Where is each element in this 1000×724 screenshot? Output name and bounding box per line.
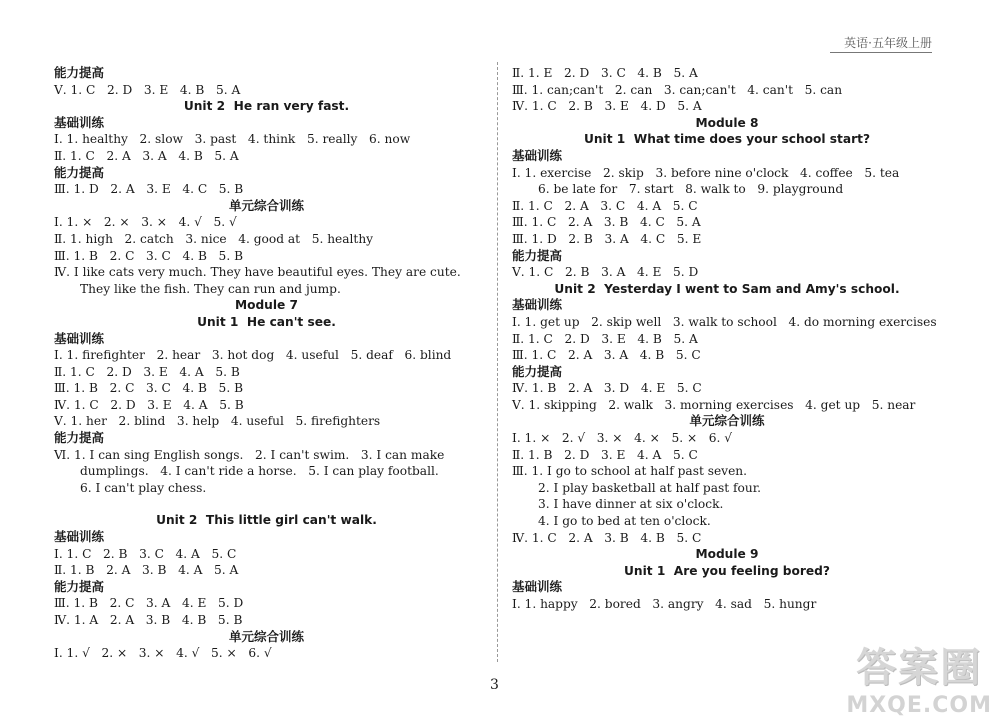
answer-line: Ⅵ. 1. I can sing English songs. 2. I can't swim. 3. I can make [54,447,445,462]
answer-line: Ⅴ. 1. C 2. B 3. A 4. E 5. D [512,265,699,280]
header-title: 英语·五年级上册 [844,36,932,50]
answer-line: Ⅱ. 1. C 2. A 3. C 4. A 5. C [512,198,698,213]
right-column [512,65,942,613]
section-heading: 基础训练 [512,297,563,313]
answer-line: 6. be late for 7. start 8. walk to 9. playground [538,182,844,197]
answer-line: Ⅲ. 1. can;can't 2. can 3. can;can't 4. can't 5. can [512,82,843,97]
section-heading: 基础训练 [54,529,105,545]
answer-line: Ⅰ. 1. happy 2. bored 3. angry 4. sad 5. hungr [512,597,817,611]
answer-line: They like the fish. They can run and jump. [80,281,341,296]
left-column [54,65,479,662]
spacer [54,496,479,512]
unit-heading: Module 7 [234,298,299,313]
answer-line: Ⅱ. 1. C 2. D 3. E 4. A 5. B [54,364,240,379]
unit-heading: Unit 1 What time does your school start? [583,132,871,147]
answer-line: Ⅲ. 1. D 2. B 3. A 4. C 5. E [512,231,702,246]
unit-heading: Unit 2 Yesterday I went to Sam and Amy's school. [554,281,900,296]
answer-line: Ⅴ. 1. skipping 2. walk 3. morning exercises 4. get up 5. near [512,397,916,412]
unit-heading: Unit 2 He ran very fast. [183,99,350,114]
section-heading: 能力提高 [54,164,105,180]
answer-line: Ⅰ. 1. firefighter 2. hear 3. hot dog 4. useful 5. deaf 6. blind [54,348,452,363]
answer-line: Ⅳ. 1. A 2. A 3. B 4. B 5. B [54,613,243,627]
section-heading: 单元综合训练 [689,413,765,429]
watermark-top: 答案圈 [856,645,983,691]
page-number: 3 [490,677,499,693]
section-heading: 能力提高 [512,363,563,379]
header-rule [830,52,932,53]
answer-line: Ⅳ. 1. B 2. A 3. D 4. E 5. C [512,381,702,396]
answer-line: dumplings. 4. I can't ride a horse. 5. I can play football. [80,464,439,479]
answer-line: Ⅲ. 1. B 2. C 3. C 4. B 5. B [54,381,244,396]
answer-line: Ⅳ. 1. C 2. B 3. E 4. D 5. A [512,99,702,114]
answer-line: Ⅱ. 1. high 2. catch 3. nice 4. good at 5. healthy [54,231,374,246]
section-heading: 基础训练 [512,579,563,595]
answer-line: Ⅴ. 1. her 2. blind 3. help 4. useful 5. firefighters [54,414,381,429]
section-heading: 基础训练 [54,330,105,346]
section-heading: 基础训练 [512,147,563,163]
answer-line: Ⅲ. 1. B 2. C 3. A 4. E 5. D [54,596,244,611]
section-heading: 能力提高 [54,430,105,446]
answer-line: Ⅰ. 1. healthy 2. slow 3. past 4. think 5. really 6. now [54,132,411,147]
answer-line: Ⅰ. 1. get up 2. skip well 3. walk to school 4. do morning exercises [512,314,937,329]
answer-line: Ⅲ. 1. B 2. C 3. C 4. B 5. B [54,248,244,263]
watermark-bottom: MXQE.COM [846,693,992,718]
section-heading: 基础训练 [54,114,105,130]
answer-line: Ⅱ. 1. B 2. D 3. E 4. A 5. C [512,447,698,462]
answer-line: Ⅲ. 1. D 2. A 3. E 4. C 5. B [54,182,244,197]
answer-line: 2. I play basketball at half past four. [538,480,762,495]
answer-line: Ⅰ. 1. C 2. B 3. C 4. A 5. C [54,546,237,561]
answer-line: Ⅲ. 1. C 2. A 3. A 4. B 5. C [512,348,701,363]
unit-heading: Module 9 [695,547,759,562]
section-heading: 能力提高 [54,65,105,80]
answer-line: Ⅳ. I like cats very much. They have beautiful eyes. They are cute. [54,265,461,280]
answer-line: Ⅰ. 1. × 2. √ 3. × 4. × 5. × 6. √ [512,431,733,446]
unit-heading: Unit 2 This little girl can't walk. [156,513,377,528]
answer-line: 4. I go to bed at ten o'clock. [538,514,711,529]
answer-line: Ⅱ. 1. C 2. A 3. A 4. B 5. A [54,148,239,163]
answer-line: Ⅴ. 1. C 2. D 3. E 4. B 5. A [54,82,241,97]
section-heading: 能力提高 [54,578,105,594]
answer-line: Ⅲ. 1. C 2. A 3. B 4. C 5. A [512,215,701,230]
answer-line: Ⅱ. 1. B 2. A 3. B 4. A 5. A [54,563,239,578]
answer-line: Ⅲ. 1. I go to school at half past seven. [512,464,748,479]
column-divider [497,62,498,662]
answer-line: Ⅱ. 1. E 2. D 3. C 4. B 5. A [512,66,698,80]
unit-heading: Unit 1 Are you feeling bored? [624,563,830,578]
section-heading: 单元综合训练 [228,197,304,213]
answer-line: Ⅳ. 1. C 2. A 3. B 4. B 5. C [512,530,702,545]
answer-line: Ⅱ. 1. C 2. D 3. E 4. B 5. A [512,331,698,346]
watermark-logo [846,636,992,718]
section-heading: 单元综合训练 [228,628,304,644]
answer-line: Ⅳ. 1. C 2. D 3. E 4. A 5. B [54,397,244,412]
answer-line: Ⅰ. 1. √ 2. × 3. × 4. √ 5. × 6. √ [54,646,272,661]
unit-heading: Module 8 [695,115,759,130]
section-heading: 能力提高 [512,247,563,263]
answer-line: 6. I can't play chess. [80,480,207,495]
answer-line: Ⅰ. 1. × 2. × 3. × 4. √ 5. √ [54,215,237,230]
unit-heading: Unit 1 He can't see. [197,314,336,329]
answer-line: Ⅰ. 1. exercise 2. skip 3. before nine o'clock 4. coffee 5. tea [512,165,900,180]
answer-line: 3. I have dinner at six o'clock. [538,497,724,512]
